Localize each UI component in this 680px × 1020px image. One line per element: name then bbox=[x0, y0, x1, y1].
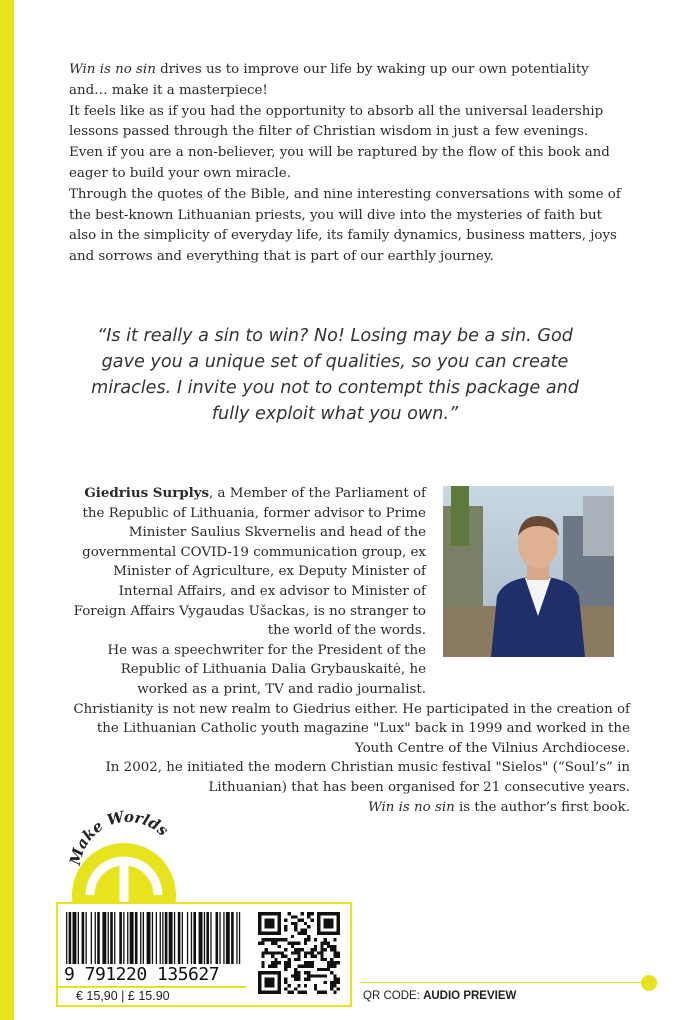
book-title: Win is no sin bbox=[367, 799, 455, 815]
publisher-logo-text: Make Worlds bbox=[65, 807, 172, 867]
qr-dot-marker bbox=[641, 975, 657, 991]
bio-paragraph: Win is no sin is the author’s first book. bbox=[367, 799, 630, 815]
isbn-barcode bbox=[64, 912, 244, 964]
yellow-spine bbox=[0, 0, 14, 1020]
author-quote bbox=[70, 323, 600, 427]
bio-paragraph: In 2002, he initiated the modern Christian music festival "Sielos" (“Soul’s” in Lithuanian) that has been organised for 21 consecutive years. bbox=[105, 760, 630, 795]
author-name: Giedrius Surplys bbox=[84, 485, 210, 501]
book-description bbox=[69, 60, 629, 268]
bio-paragraph: He was a speechwriter for the President of the Republic of Lithuania Dalia Grybauskaitė, he worked as a print, TV and radio journalist. bbox=[107, 642, 426, 697]
qr-divider-line bbox=[360, 982, 650, 983]
bio-paragraph: Christianity is not new realm to Giedrius either. He participated in the creation of the Lithuanian Catholic youth magazine "Lux" back in 1999 and worked in the Youth Centre of the Vilnius Archdiocese. bbox=[73, 701, 630, 756]
description-paragraph: Even if you are a non-believer, you will be raptured by the flow of this book and eager to build your own miracle. bbox=[69, 145, 610, 181]
price-label: € 15,90 | £ 15.90 bbox=[58, 986, 246, 1005]
description-paragraph: It feels like as if you had the opportunity to absorb all the universal leadership lessons passed through the filter of Christian wisdom in just a few evenings. bbox=[69, 103, 604, 140]
description-paragraph: Through the quotes of the Bible, and nine interesting conversations with some of the best-known Lithuanian priests, you will dive into the mysteries of faith but also in the simplicity of everyday life, its family dynamics, business matters, joys and sorrows and everything that is part of our earthly journey. bbox=[69, 186, 621, 265]
quote-line: gave you a unique set of qualities, so you can create bbox=[101, 352, 569, 372]
author-bio bbox=[70, 484, 630, 817]
qr-label: QR CODE: AUDIO PREVIEW bbox=[363, 990, 517, 1002]
publisher-logo bbox=[60, 800, 200, 910]
description-paragraph: Win is no sin drives us to improve our life by waking up our own potentiality and… make it a masterpiece! bbox=[69, 62, 589, 98]
bio-paragraph: Giedrius Surplys, a Member of the Parliament of the Republic of Lithuania, former advisor to Prime Minister Saulius Skvernelis and head of the governmental COVID-19 communication group, ex Minister of Agriculture, ex Deputy Minister of Internal Affairs, and ex advisor to Minister of Foreign Affairs Vygaudas Ušackas, is no stranger to the world of the words. bbox=[73, 485, 426, 639]
barcode-box bbox=[56, 902, 352, 1007]
quote-line: fully exploit what you own.” bbox=[211, 404, 459, 424]
isbn-number: 9 791220 135627 bbox=[64, 964, 220, 985]
quote-line: miracles. I invite you not to contempt this package and bbox=[91, 378, 579, 398]
quote-line: “Is it really a sin to win? No! Losing may be a sin. God bbox=[97, 326, 573, 346]
qr-code[interactable] bbox=[258, 912, 340, 994]
book-title: Win is no sin bbox=[69, 62, 156, 77]
